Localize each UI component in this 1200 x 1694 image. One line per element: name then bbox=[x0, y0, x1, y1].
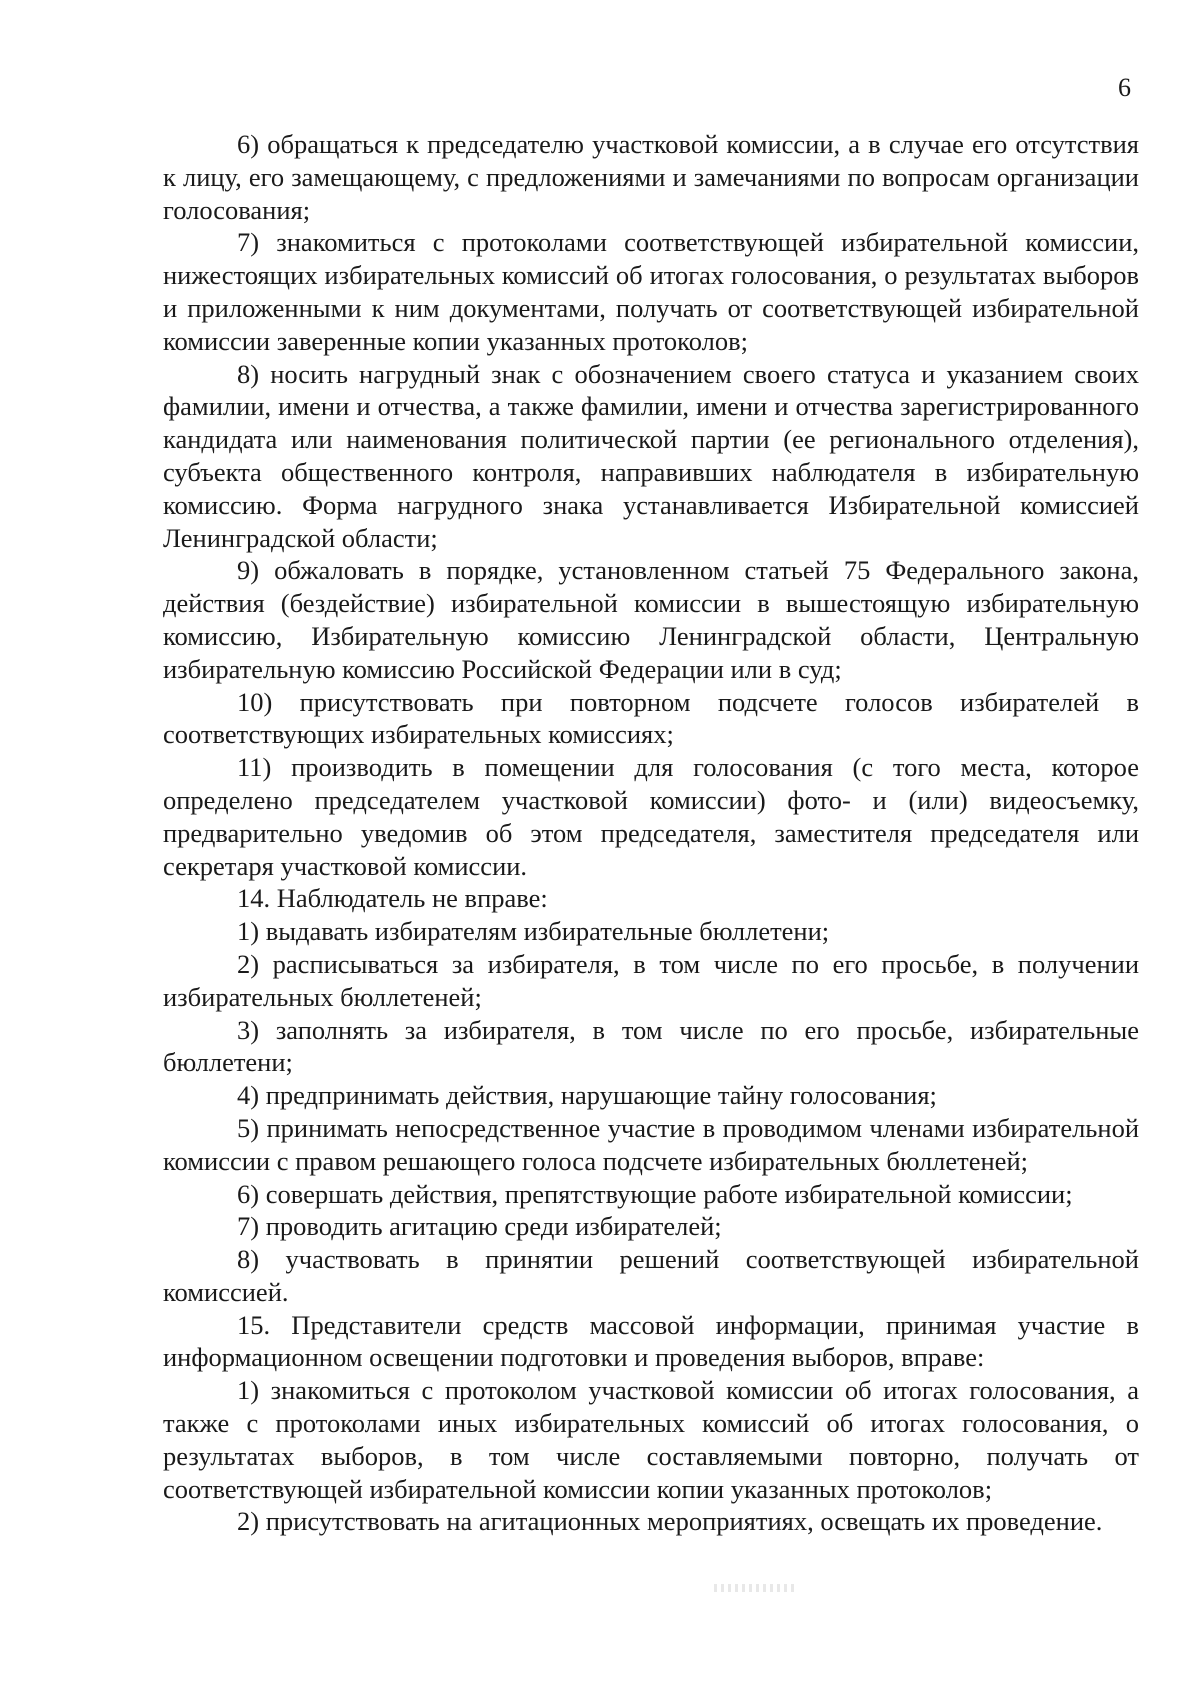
prohibition-item-1: 1) выдавать избирателям избирательные бюллетени; bbox=[237, 916, 830, 947]
paragraph-item-10: 10) присутствовать при повторном подсчете голосов избирателей в соответствующих избирательных комиссиях; bbox=[163, 686, 1139, 750]
paragraph-item-9: 9) обжаловать в порядке, установленном статьей 75 Федерального закона, действия (бездействие) избирательной комиссии в вышестоящую избирательную комиссию, Избирательную комиссию Ленинградской области, Центральную избирательную комиссию Российской Федерации или в суд; bbox=[163, 555, 1139, 684]
media-right-item-2: 2) присутствовать на агитационных мероприятиях, освещать их проведение. bbox=[237, 1506, 1103, 1537]
paragraph-item-8: 8) носить нагрудный знак с обозначением своего статуса и указанием своих фамилии, имени и отчества, а также фамилии, имени и отчества зарегистрированного кандидата или наименования политической партии (ее регионального отделения), субъекта общественного контроля, направивших наблюдателя в избирательную комиссию. Форма нагрудного знака устанавливается Избирательной комиссией Ленинградской области; bbox=[163, 358, 1139, 553]
prohibition-item-3: 3) заполнять за избирателя, в том числе по его просьбе, избирательные бюллетени; bbox=[163, 1014, 1139, 1078]
prohibition-item-4: 4) предпринимать действия, нарушающие тайну голосования; bbox=[237, 1080, 937, 1111]
prohibition-item-7: 7) проводить агитацию среди избирателей; bbox=[237, 1211, 722, 1242]
paragraph-item-11: 11) производить в помещении для голосования (с того места, которое определено председателем участковой комиссии) фото- и (или) видеосъемку, предварительно уведомив об этом председателя, заместителя председателя или секретаря участковой комиссии. bbox=[163, 752, 1139, 881]
document-body bbox=[163, 128, 1139, 1538]
prohibition-item-2: 2) расписываться за избирателя, в том числе по его просьбе, в получении избирательных бюллетеней; bbox=[163, 948, 1139, 1012]
scan-artifact bbox=[714, 1584, 794, 1592]
page-number: 6 bbox=[1118, 73, 1131, 102]
section-14-heading: 14. Наблюдатель не вправе: bbox=[237, 883, 548, 914]
paragraph-item-6: 6) обращаться к председателю участковой комиссии, а в случае его отсутствия к лицу, его замещающему, с предложениями и замечаниями по вопросам организации голосования; bbox=[163, 129, 1139, 225]
paragraph-item-7: 7) знакомиться с протоколами соответствующей избирательной комиссии, нижестоящих избирательных комиссий об итогах голосования, о результатах выборов и приложенными к ним документами, получать от соответствующей избирательной комиссии заверенные копии указанных протоколов; bbox=[163, 227, 1139, 356]
prohibition-item-5: 5) принимать непосредственное участие в проводимом членами избирательной комиссии с правом решающего голоса подсчете избирательных бюллетеней; bbox=[163, 1112, 1139, 1176]
prohibition-item-8: 8) участвовать в принятии решений соответствующей избирательной комиссией. bbox=[163, 1244, 1139, 1307]
section-15-heading: 15. Представители средств массовой информации, принимая участие в информационном освещении подготовки и проведения выборов, вправе: bbox=[163, 1309, 1139, 1373]
media-right-item-1: 1) знакомиться с протоколом участковой комиссии об итогах голосования, а также с протоколами иных избирательных комиссий об итогах голосования, о результатах выборов, в том числе составляемыми повторно, получать от соответствующей избирательной комиссии копии указанных протоколов; bbox=[163, 1375, 1139, 1504]
prohibition-item-6: 6) совершать действия, препятствующие работе избирательной комиссии; bbox=[237, 1178, 1073, 1209]
